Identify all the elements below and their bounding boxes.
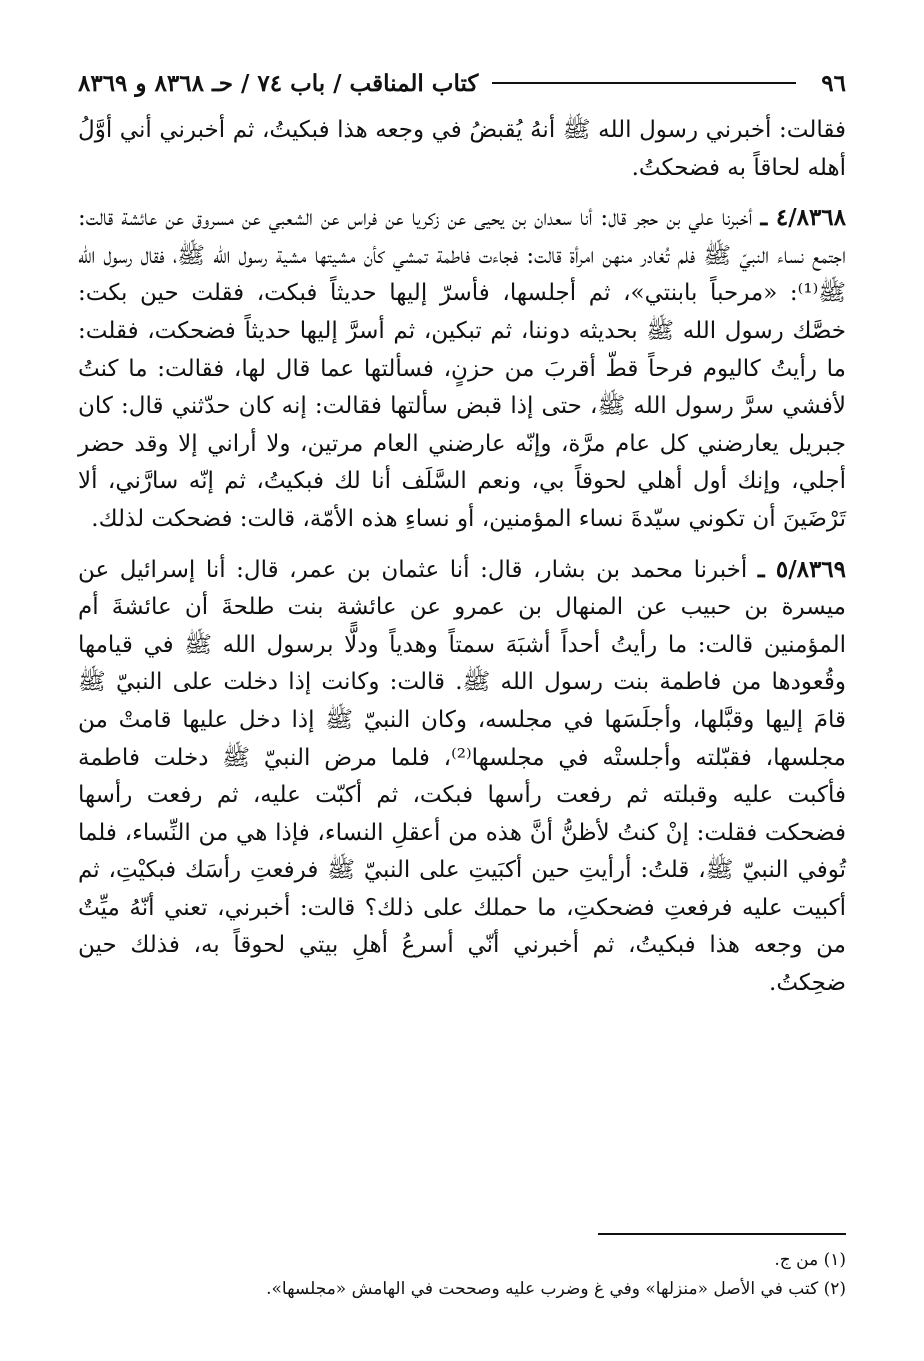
header-rule [492,82,796,84]
page-number: ٩٦ [821,70,846,97]
paragraph-text: فقالت: أخبرني رسول الله ﷺ أنهُ يُقبضُ في وجعه هذا فبكيتُ، ثم أخبرني أني أوَّلُ أهله لحاقاً به فضحكتُ. [78,117,846,181]
hadith-number: ٥/٨٣٦٩ ـ [757,555,847,583]
footnotes [78,1246,846,1304]
hadith-number: ٤/٨٣٦٨ ـ [760,204,847,232]
footnote-1: (١) من ج. [774,1250,846,1270]
paragraph-text: أخبرنا علي بن حجر قال: أنا سعدان بن يحيى عن زكريا عن فراس عن الشعبي عن مسروق عن عائشة قالت: اجتمع نساء النبيّ ﷺ فلم تُغادر منهن امرأة قالت: فجاءت فاطمة تمشي كأن مشيتها مشية رسول الله ﷺ، فقال رسول الله ﷺ⁽¹⁾: «مرحباً بابنتي»، ثم أجلسها، فأسرّ إليها حديثاً فبكت، فقلت حين بكت: خصَّك رسول الله ﷺ بحديثه دوننا، ثم تبكين، ثم أسرَّ إليها حديثاً فضحكت، فقلت: ما رأيتُ كاليوم فرحاً قطّ أقربَ من حزنٍ، فسألتها عما قال لها، فقالت: ما كنتُ لأفشي سرَّ رسول الله ﷺ، حتى إذا قبض سألتها فقالت: إنه كان حدّثني قال: كان جبريل يعارضني كل عام مرَّة، وإنّه عارضني العام مرتين، ولا أراني إلا وقد حضر أجلي، وإنك أول أهلي لحوقاً بي، ونعم السَّلَف أنا لك فبكيتُ، ثم إنّه سارَّني، ألا تَرْضَينَ أن تكوني سيّدةَ نساء المؤمنين، أو نساءِ هذه الأمّة، قالت: فضحكت لذلك. [78,205,846,532]
footnote-divider [598,1233,846,1235]
page [78,70,846,1003]
header-title: كتاب المناقب / باب ٧٤ / حـ ٨٣٦٨ و ٨٣٦٩ [78,70,479,97]
paragraph-continuation [78,112,846,187]
footnote-2: (٢) كتب في الأصل «منزلها» وفي غ وضرب عليه وصححت في الهامش «مجلسها». [266,1279,846,1299]
body-text [78,112,846,1003]
hadith-8369 [78,551,846,1003]
hadith-8368 [78,199,846,538]
paragraph-text: أخبرنا محمد بن بشار، قال: أنا عثمان بن عمر، قال: أنا إسرائيل عن ميسرة بن حبيب عن المنهال بن عمرو عن عائشة بنت طلحةَ أن عائشةَ أم المؤمنين قالت: ما رأيتُ أحداً أشبَهَ سمتاً وهدياً ودلًّا برسول الله ﷺ في قيامها وقُعودها من فاطمة بنت رسول الله ﷺ. قالت: وكانت إذا دخلت على النبيّ ﷺ قامَ إليها وقبَّلها، وأجلَسَها في مجلسه، وكان النبيّ ﷺ إذا دخل عليها قامتْ من مجلسها، فقبّلته وأجلستْه في مجلسها⁽²⁾، فلما مرض النبيّ ﷺ دخلت فاطمة فأكبت عليه وقبلته ثم رفعت رأسها فبكت، ثم أكبّت عليه، ثم رفعت رأسها فضحكت فقلت: إنْ كنتُ لأظنُّ أنَّ هذه من أعقلِ النساء، فإذا هي من النِّساء، فلما تُوفي النبيّ ﷺ، قلتُ: أرأيتِ حين أكبَيتِ على النبيّ ﷺ فرفعتِ رأسَك فبكيْتِ، ثم أكبيت عليه فرفعتِ فضحكتِ، ما حملك على ذلك؟ قالت: أخبرني، تعني أنّهُ ميِّتٌ من وجعه هذا فبكيتُ، ثم أخبرني أنّي أسرعُ أهلِ بيتي لحوقاً به، فذلك حين ضحِكتُ. [78,556,846,997]
running-header [78,70,846,106]
